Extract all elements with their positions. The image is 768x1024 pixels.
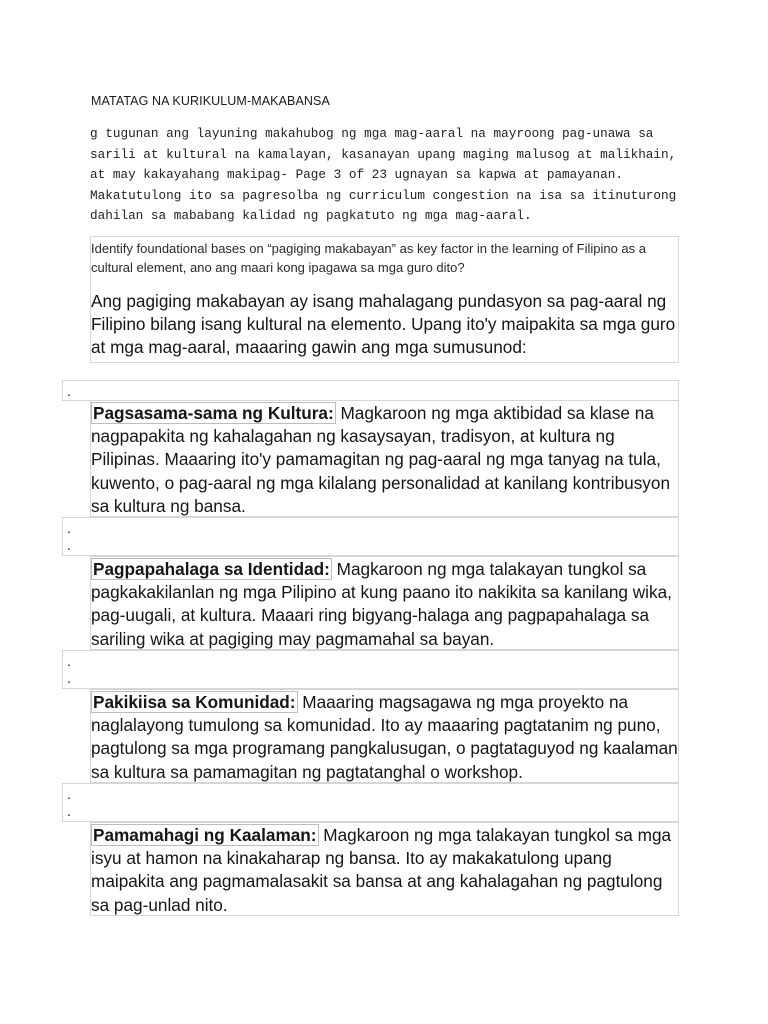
list-item xyxy=(90,822,679,916)
question-answer-box xyxy=(90,236,679,363)
bullet-dot: . xyxy=(67,520,71,536)
bullet-separator xyxy=(62,380,679,401)
list-item xyxy=(90,556,679,650)
item-label: Pagpapahalaga sa Identidad: xyxy=(93,559,330,579)
document-header: MATATAG NA KURIKULUM-MAKABANSA xyxy=(91,94,330,108)
question-text: Identify foundational bases on “pagiging makabayan” as key factor in the learning of Filipino as a cultural element, ano ang maari kong ipagawa sa mga guro dito? xyxy=(91,241,647,275)
bullet-dot: . xyxy=(67,653,71,669)
intro-paragraph xyxy=(90,124,690,227)
item-label: Pagsasama-sama ng Kultura: xyxy=(93,403,334,423)
item-text: Magkaroon ng mga talakayan tungkol sa pagkakakilanlan ng mga Pilipino at kung paano ito nakikita sa kanilang wika, pag-uugali, at kultura. Maaari ring bigyang-halaga ang pagpapahalaga sa sariling wika at pagiging may pagmamahal sa bayan. xyxy=(91,559,672,649)
bullet-dot: . xyxy=(67,383,71,399)
bullet-separator xyxy=(62,517,679,556)
intro-line: g tugunan ang layuning makahubog ng mga mag-aaral na mayroong pag-unawa sa xyxy=(90,126,654,141)
bullet-separator xyxy=(62,783,679,822)
item-text: Magkaroon ng mga talakayan tungkol sa mga isyu at hamon na kinakaharap ng bansa. Ito ay makakatulong upang maipakita ang pagmamalasakit sa bansa at ang kahalagahan ng pagtulong sa pag-unlad nito. xyxy=(91,825,672,915)
intro-line: Makatutulong ito sa pagresolba ng curriculum congestion na isa sa itinuturong xyxy=(90,187,677,203)
bullet-dot: . xyxy=(67,786,71,802)
item-text: Maaaring magsagawa ng mga proyekto na naglalayong tumulong sa komunidad. Ito ay maaaring pagtatanim ng puno, pagtulong sa mga programang pangkalusugan, o pagtataguyod ng kaalaman sa kultura sa pamamagitan ng pagtatanghal o workshop. xyxy=(91,692,678,782)
list-item xyxy=(90,400,679,517)
item-text: Magkaroon ng mga aktibidad sa klase na nagpapakita ng kahalagahan ng kasaysayan, tradisyon, at kultura ng Pilipinas. Maaaring ito'y pamamagitan ng pag-aaral ng mga tanyag na tula, kuwento, o pag-aaral ng mga kilalang personalidad at kanilang kontribusyon sa kultura ng bansa. xyxy=(91,403,671,516)
list-item xyxy=(90,689,679,783)
bullet-dot: . xyxy=(67,670,71,686)
answer-intro: Ang pagiging makabayan ay isang mahalagang pundasyon sa pag-aaral ng Filipino bilang isang kultural na elemento. Upang ito'y maipakita sa mga guro at mga mag-aaral, maaaring gawin ang mga sumusunod: xyxy=(91,291,676,357)
intro-line: at may kakayahang makipag- Page 3 of 23 ugnayan sa kapwa at pamayanan. xyxy=(90,167,623,182)
item-label: Pamamahagi ng Kaalaman: xyxy=(93,825,317,845)
bullet-separator xyxy=(62,650,679,689)
intro-line: sarili at kultural na kamalayan, kasanayan upang maging malusog at malikhain, xyxy=(90,146,677,162)
bullet-dot: . xyxy=(67,803,71,819)
item-label: Pakikiisa sa Komunidad: xyxy=(93,692,296,712)
bullet-dot: . xyxy=(67,537,71,553)
intro-line: dahilan sa mababang kalidad ng pagkatuto ng mga mag-aaral. xyxy=(90,208,532,223)
